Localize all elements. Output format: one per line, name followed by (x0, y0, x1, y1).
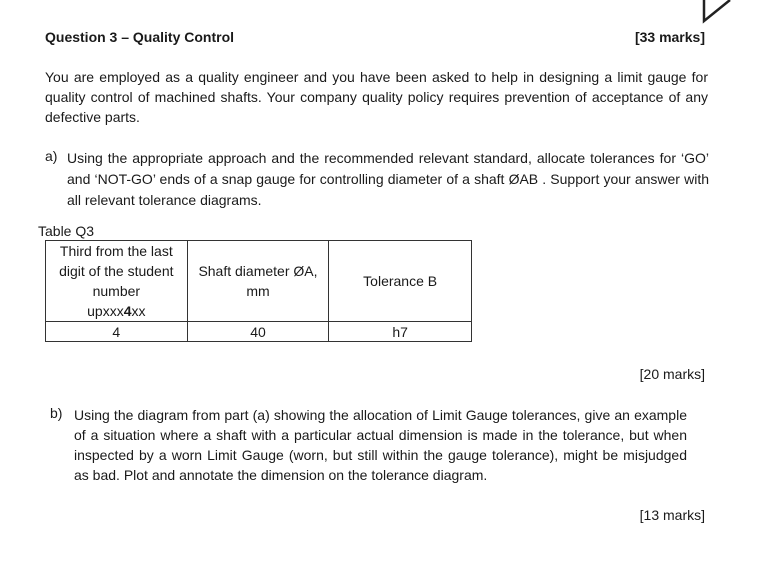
code-suffix: xx (131, 303, 146, 319)
header-student-code (50, 301, 183, 321)
question-total-marks: [33 marks] (634, 29, 705, 45)
code-prefix: upxxx (87, 303, 124, 319)
table-q3 (45, 240, 472, 342)
part-a-label: a) (45, 148, 58, 164)
table-row (46, 322, 472, 342)
code-bold-digit: 4 (123, 303, 132, 319)
question-title: Question 3 – Quality Control (45, 29, 235, 45)
header-tolerance: Tolerance B (329, 241, 472, 322)
part-b-marks: [13 marks] (639, 507, 705, 523)
header-shaft-diameter-unit: mm (246, 283, 270, 299)
header-shaft-diameter (187, 241, 329, 322)
table-header-row (46, 241, 472, 322)
part-b-label: b) (50, 405, 63, 421)
intro-paragraph: You are employed as a quality engineer and you have been asked to help in designing a limit gauge for quality control of machined shafts. Your company quality policy requires prevention of acceptance of any defective parts. (45, 69, 708, 125)
header-shaft-diameter-line1: Shaft diameter ØA, (198, 263, 318, 279)
corner-arrow-mark (700, 0, 761, 24)
header-student-digit (46, 241, 188, 322)
part-a-text: Using the appropriate approach and the recommended relevant standard, allocate tolerances for ‘GO’ and ‘NOT-GO’ ends of a snap gauge for controlling diameter of a shaft ØAB . Support your answer with all relevant tolerance diagrams. (67, 150, 709, 208)
part-a-marks: [20 marks] (639, 366, 705, 382)
table-caption: Table Q3 (38, 223, 95, 239)
cell-digit: 4 (46, 322, 188, 342)
cell-tolerance: h7 (329, 322, 472, 342)
part-b-text: Using the diagram from part (a) showing the allocation of Limit Gauge tolerances, give an example of a situation where a shaft with a particular actual dimension is made in the tolerance, but when inspected by a worn Limit Gauge (worn, but still within the gauge tolerance), might be misjudged as bad. Plot and annotate the dimension on the tolerance diagram. (74, 407, 687, 483)
header-student-digit-text: Third from the last digit of the student number (59, 243, 174, 299)
cell-diameter: 40 (187, 322, 329, 342)
